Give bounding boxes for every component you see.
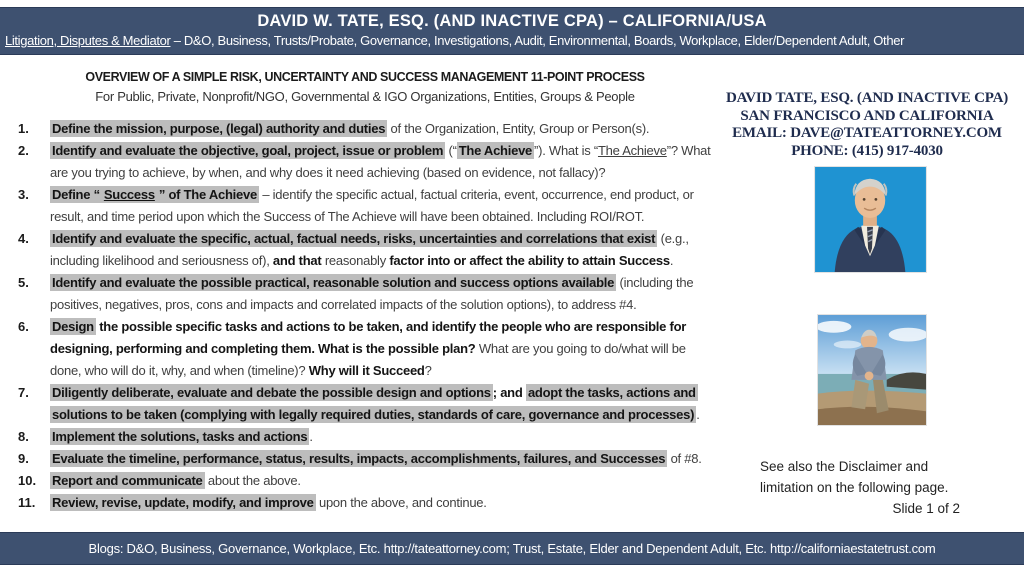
text-run: reasonably — [321, 253, 390, 268]
headshot-photo — [814, 166, 927, 273]
process-item-number: 3. — [18, 187, 29, 202]
process-column — [0, 60, 724, 531]
text-run: Identify and evaluate the objective, goal, project, issue or problem — [52, 143, 444, 158]
text-run: Identify and evaluate the possible practical, reasonable solution and success options available — [52, 275, 615, 290]
process-item-number: 9. — [18, 451, 29, 466]
text-run: ” of The Achieve — [158, 187, 257, 202]
text-run: the possible specific tasks and actions to be taken, and identify the people who are responsible for designing, performing and completing them. What is the possible plan? — [50, 319, 687, 356]
process-item-number: 7. — [18, 385, 29, 400]
text-run: . — [696, 407, 700, 422]
text-run: . — [309, 429, 313, 444]
text-run: adopt the tasks, actions and solutions to be taken (complying with legally required duties, standards of care, governance and processes) — [52, 385, 696, 422]
page-title: OVERVIEW OF A SIMPLE RISK, UNCERTAINTY AND SUCCESS MANAGEMENT 11-POINT PROCESS — [85, 70, 645, 84]
sidebar — [724, 60, 1024, 531]
banner-subtitle — [5, 32, 1019, 50]
text-run: Report and communicate — [52, 473, 203, 488]
process-item-number: 10. — [18, 473, 37, 488]
process-item-3 — [10, 184, 716, 228]
top-banner — [0, 7, 1024, 55]
text-run: ? — [424, 363, 432, 378]
process-item-6 — [10, 316, 716, 382]
process-item-number: 8. — [18, 429, 29, 444]
disclaimer-note: See also the Disclaimer and limitation on the following page. — [760, 459, 949, 495]
banner-subtitle-underlined: Litigation, Disputes & Mediator — [5, 33, 171, 48]
text-run: What are you going to do/what will be done, who will do it, why, and when (timeline)? — [50, 341, 686, 378]
text-run: upon the above, and continue. — [315, 495, 487, 510]
contact-phone: PHONE: (415) 917-4030 — [791, 142, 943, 159]
bottom-banner — [0, 532, 1024, 565]
text-run: Define the mission, purpose, (legal) authority and duties — [52, 121, 386, 136]
text-run: – identify the specific actual, factual criteria, event, occurrence, end product, or result, and time period upon which the Success of The Achieve will have been obtained. Including ROI/ROT. — [50, 187, 694, 224]
text-run: Evaluate the timeline, performance, status, results, impacts, accomplishments, failures, and Successes — [52, 451, 666, 466]
slide-body — [0, 60, 1024, 531]
process-list — [10, 118, 716, 514]
text-run: Design — [52, 319, 94, 334]
text-run: factor into or affect the ability to attain Success — [389, 253, 670, 268]
outdoor-photo — [817, 314, 927, 426]
process-item-number: 11. — [18, 495, 36, 510]
text-run: Review, revise, update, modify, and improve — [52, 495, 314, 510]
process-item-7 — [10, 382, 716, 426]
text-run: The Achieve — [458, 143, 533, 158]
text-run: of #8. — [667, 451, 702, 466]
text-run: Why will it Succeed — [308, 363, 425, 378]
text-run: (“ — [445, 143, 457, 158]
process-item-10 — [10, 470, 716, 492]
text-run: Identify and evaluate the specific, actual, factual needs, risks, uncertainties and correlations that exist — [52, 231, 656, 246]
process-item-1 — [10, 118, 716, 140]
text-run: ”? What are you trying to achieve, by when, and why does it need achieving (based on evidence, not fallacy)? — [50, 143, 711, 180]
blogs-text: Blogs: D&O, Business, Governance, Workplace, Etc. http://tateattorney.com; Trust, Estate, Elder and Dependent Adult, Etc. http://californiaestatetrust.com — [88, 541, 936, 556]
contact-location: SAN FRANCISCO AND CALIFORNIA — [740, 107, 994, 124]
text-run: Success — [103, 187, 155, 202]
process-item-number: 1. — [18, 121, 29, 136]
text-run: (e.g., including likelihood and seriousness of), — [50, 231, 689, 268]
process-item-number: 6. — [18, 319, 29, 334]
process-item-4 — [10, 228, 716, 272]
process-item-11 — [10, 492, 716, 514]
text-run: of the Organization, Entity, Group or Person(s). — [387, 121, 650, 136]
text-run: about the above. — [204, 473, 301, 488]
process-item-5 — [10, 272, 716, 316]
text-run: The Achieve — [597, 143, 667, 158]
text-run: Define “ — [52, 187, 100, 202]
banner-subtitle-rest: – D&O, Business, Trusts/Probate, Governance, Investigations, Audit, Environmental, Boards, Workplace, Elder/Dependent Adult, Other — [170, 33, 905, 48]
process-item-number: 2. — [18, 143, 29, 158]
text-run: (including the positives, negatives, pros, cons and impacts and correlated impacts of the solution options), to address #4. — [50, 275, 694, 312]
text-run: Implement the solutions, tasks and actions — [52, 429, 308, 444]
text-run: . — [669, 253, 674, 268]
text-run: ; and — [492, 385, 526, 400]
contact-block — [724, 90, 1010, 160]
slide-number: Slide 1 of 2 — [892, 501, 960, 516]
text-run: Diligently deliberate, evaluate and debate the possible design and options — [52, 385, 491, 400]
process-item-8 — [10, 426, 716, 448]
text-run: ”). What is “ — [534, 143, 598, 158]
text-run: and that — [272, 253, 322, 268]
page-subtitle: For Public, Private, Nonprofit/NGO, Governmental & IGO Organizations, Entities, Groups & People — [95, 89, 635, 104]
contact-name: DAVID TATE, ESQ. (AND INACTIVE CPA) — [725, 90, 1009, 106]
process-item-9 — [10, 448, 716, 470]
process-item-number: 4. — [18, 231, 29, 246]
contact-email: EMAIL: DAVE@TATEATTORNEY.COM — [732, 125, 1002, 141]
process-item-2 — [10, 140, 716, 184]
banner-title: DAVID W. TATE, ESQ. (AND INACTIVE CPA) – CALIFORNIA/USA — [257, 12, 767, 30]
process-item-number: 5. — [18, 275, 29, 290]
